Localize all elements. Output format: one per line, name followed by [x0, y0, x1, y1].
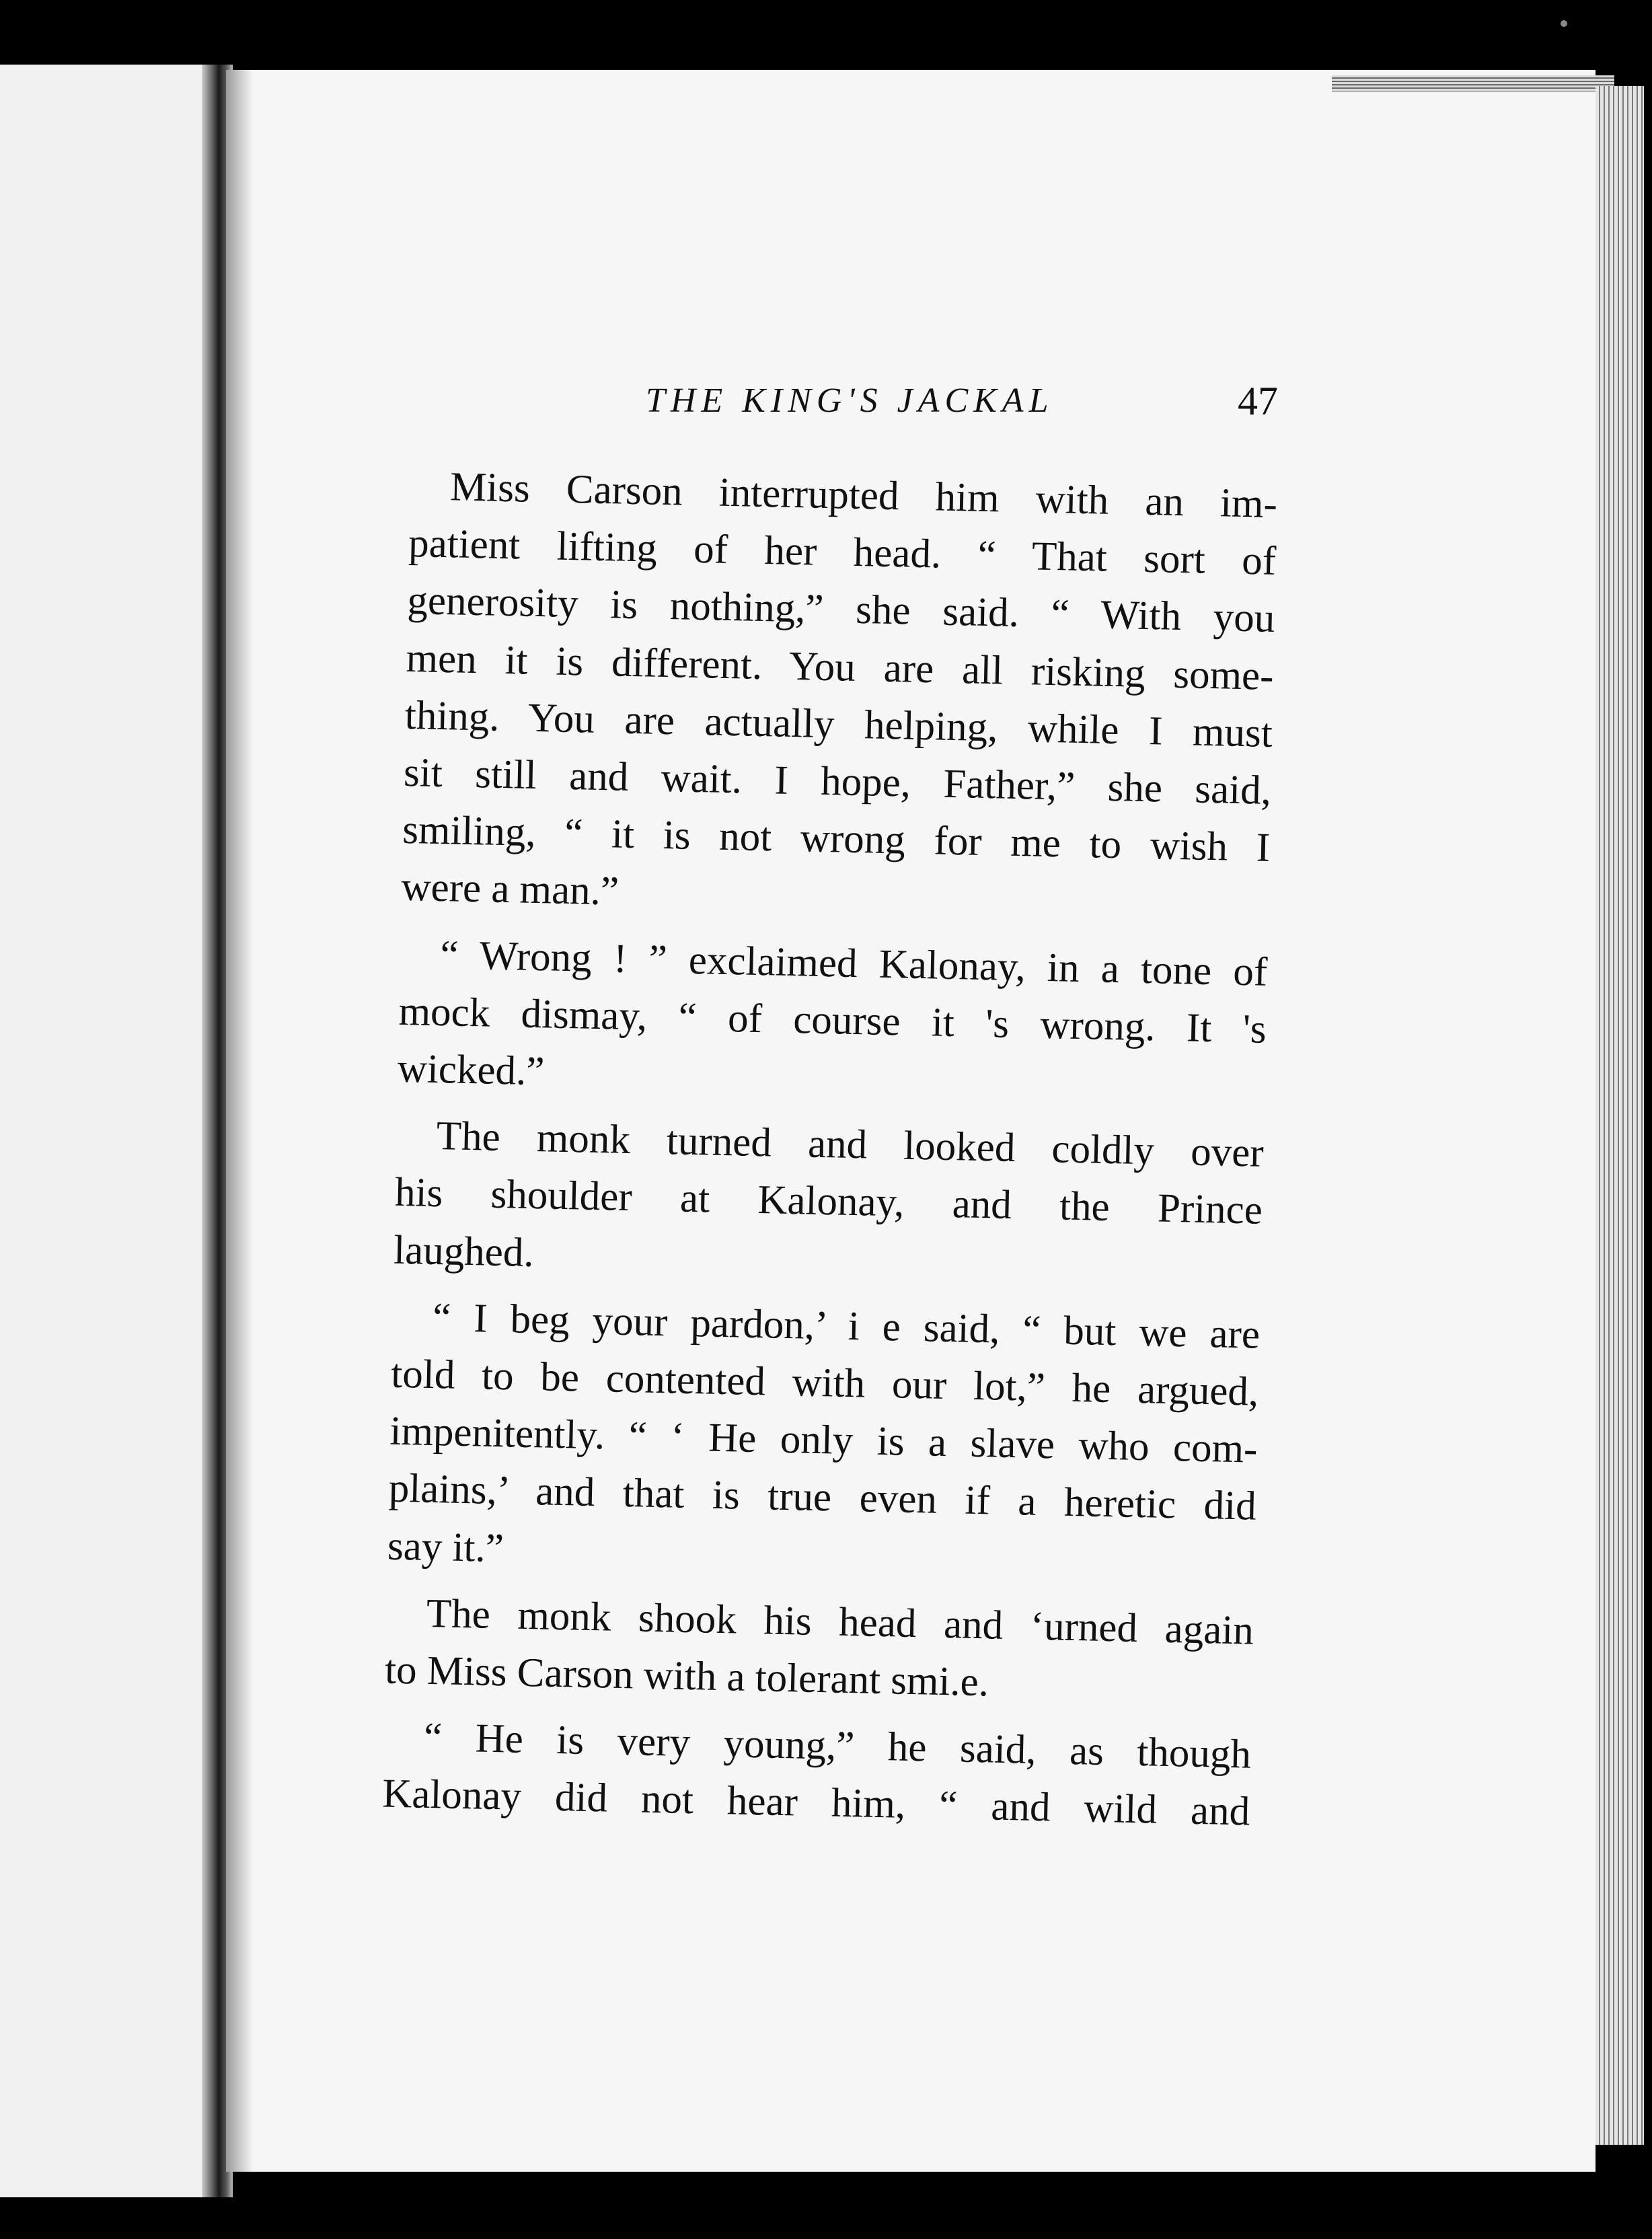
text-line: generosity is nothing,” she said. “ With you	[406, 578, 1275, 642]
text-line: The monk turned and looked coldly over	[436, 1113, 1265, 1177]
text-line: sit still and wait. I hope, Father,” she said,	[403, 749, 1272, 813]
text-line: men it is different. You are all risking some-	[406, 635, 1275, 699]
text-line: thing. You are actually helping, while I must	[404, 692, 1273, 756]
paragraph	[401, 457, 1278, 934]
paragraph	[397, 925, 1268, 1115]
running-header	[646, 381, 1278, 435]
text-line: Miss Carson interrupted him with an im-	[449, 464, 1278, 527]
facing-page-edge	[0, 65, 210, 2197]
text-line: laughed.	[393, 1227, 535, 1276]
text-line: to Miss Carson with a tolerant smi.e.	[384, 1647, 989, 1705]
text-line: Kalonay did not hear him, “ and wild and	[381, 1771, 1250, 1835]
text-line: patient lifting of her head. “ That sort of	[408, 521, 1277, 585]
body-text	[381, 457, 1278, 1850]
paragraph	[387, 1288, 1261, 1593]
gutter-shadow	[226, 70, 253, 2172]
scan-speck	[1561, 20, 1567, 27]
paragraph	[393, 1107, 1264, 1297]
text-line: “ Wrong ! ” exclaimed Kalonay, in a tone of	[439, 932, 1268, 995]
text-line: impenitently. “ ‘ He only is a slave who com-	[389, 1408, 1259, 1472]
text-line: “ I beg your pardon,’ i e said, “ but we are	[432, 1294, 1261, 1358]
text-line: smiling, “ it is not wrong for me to wish I	[402, 807, 1271, 871]
text-line: his shoulder at Kalonay, and the Prince	[394, 1170, 1263, 1234]
text-line: mock dismay, “ of course it 's wrong. It 's	[398, 988, 1267, 1052]
page-stack-edges	[1595, 86, 1644, 2145]
text-line: say it.”	[387, 1523, 504, 1571]
paragraph	[381, 1708, 1251, 1841]
paragraph	[384, 1584, 1254, 1716]
text-line: told to be contented with our lot,” he argued,	[390, 1351, 1259, 1415]
text-line: wicked.”	[397, 1045, 546, 1095]
text-line: were a man.”	[400, 865, 620, 915]
text-line: The monk shook his head and ‘urned again	[426, 1590, 1254, 1654]
page-number: 47	[1238, 379, 1278, 423]
running-title: THE KING'S JACKAL	[646, 381, 1054, 420]
text-line: plains,’ and that is true even if a heretic did	[388, 1466, 1257, 1530]
text-line: “ He is very young,” he said, as though	[423, 1715, 1252, 1777]
page-stack-top-edge	[1332, 75, 1614, 91]
